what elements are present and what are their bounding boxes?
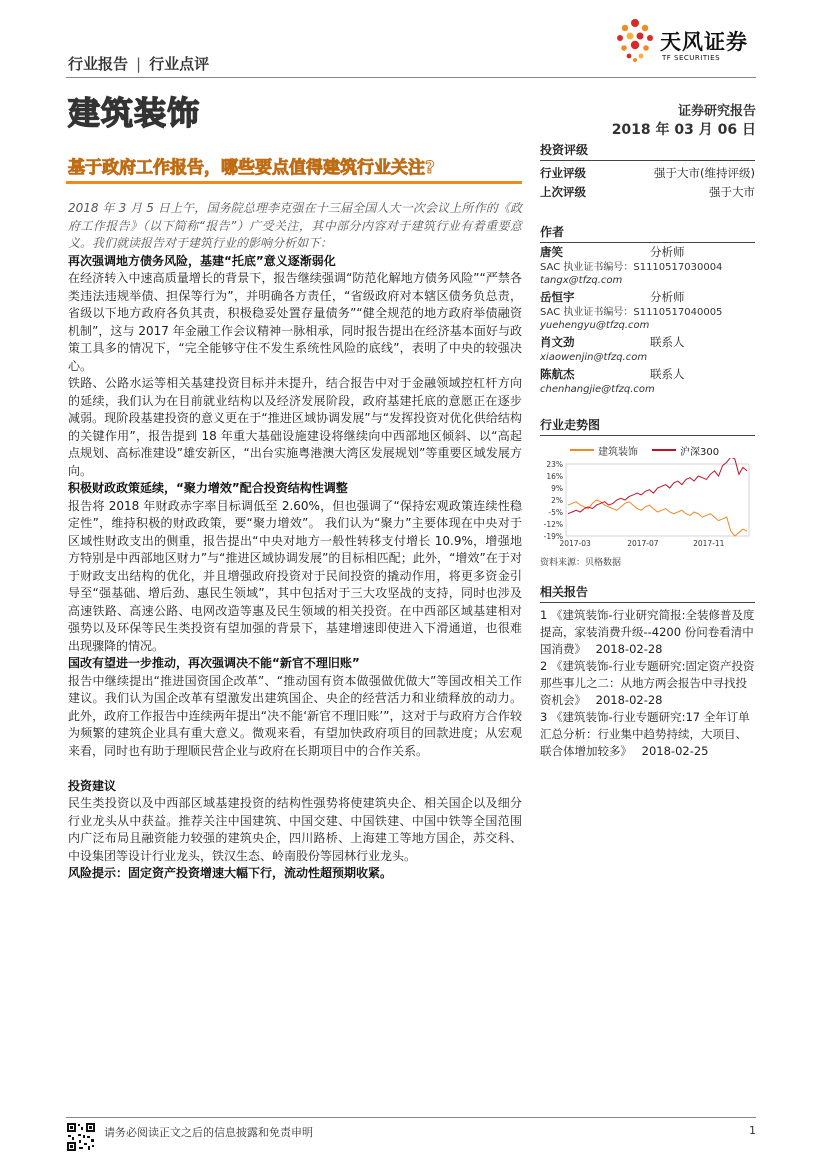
breadcrumb-subtype: 行业点评: [149, 55, 210, 73]
related-report-text: 1 《建筑装饰-行业研究简报:全装修普及度提高，家装消费升级--4200 份问卷看清中国消费》: [540, 608, 755, 656]
breadcrumb-separator: |: [136, 55, 142, 73]
footer-disclaimer: 请务必阅读正文之后的信息披露和免责申明: [104, 1126, 313, 1139]
sidebar: [540, 140, 755, 760]
legend-item-index: [652, 443, 719, 458]
author-name: 唐笑: [540, 245, 563, 259]
related-report-item[interactable]: [540, 658, 755, 709]
authors-section-title: 作者: [540, 222, 755, 243]
related-report-date: 2018-02-28: [595, 693, 663, 707]
series-line-sector: [568, 500, 747, 536]
footer-divider: [66, 1117, 756, 1118]
legend-label-index: 沪深300: [680, 446, 720, 458]
legend-label-sector: 建筑装饰: [598, 446, 638, 458]
author-name: 陈航杰: [540, 367, 575, 381]
tf-logo: [612, 18, 792, 68]
y-tick-label: 16%: [546, 472, 563, 481]
author-entry: [540, 289, 755, 333]
y-tick-label: -19%: [543, 532, 563, 541]
author-email[interactable]: chenhangjie@tfzq.com: [540, 384, 655, 395]
related-report-item[interactable]: [540, 709, 755, 760]
paragraph-fiscal-policy: 报告将 2018 年财政赤字率目标调低至 2.60%，但也强调了“保持宏观政策连续性稳定性”，维持积极的财政政策，要“聚力增效”。 我们认为“聚力”主要体现在中央对于区域性财政支出的侧重，报告提出“中央对地方一般性转移支付增长 10.9%，增强地方特别是中西部地区财力”与“推进区域协调发展”的目标相匹配；此外，“增效”在于对于财政支出结构的优化，并且增强政府投资对于民间投资的撬动作用，将更多资金引导至“强基础、增后劲、惠民生领域”，其中包括对于三大攻坚战的支持，同时也涉及高速铁路、高速公路、电网改造等惠及民生领域的相关投资。在中西部区域基建相对强势以及环保等民生类投资有望加强的背景下，基建增速即使进入下滑通道，也很难出现骤降的情况。: [68, 498, 522, 653]
previous-rating-row: [540, 183, 755, 202]
brand-name-en: TF SECURITIES: [662, 54, 721, 62]
author-role: 分析师: [650, 290, 685, 304]
header-divider: [66, 77, 756, 78]
risk-warning: 风险提示：固定资产投资增速大幅下行，流动性超预期收紧。: [68, 866, 393, 880]
legend-swatch-index: [652, 449, 676, 451]
related-report-text: 2 《建筑装饰-行业专题研究:固定资产投资那些事儿之二：从地方两会报告中寻找投资机会》: [540, 659, 755, 707]
author-entry: [540, 244, 755, 288]
breadcrumb: [68, 53, 209, 74]
sector-title: 建筑装饰: [68, 94, 201, 132]
author-certificate: SAC 执业证书编号：S1110517040005: [540, 307, 723, 318]
series-line-index: [568, 458, 747, 514]
brand-name-cn: 天风证券: [660, 30, 748, 54]
intro-paragraph: 2018 年 3 月 5 日上午，国务院总理李克强在十三届全国人大一次会议上所作的《政府工作报告》（以下简称“报告”）广受关注，其中部分内容对于建筑行业有着重要意义。我们就读报告对于建筑行业的影响分析如下：: [68, 201, 522, 250]
y-tick-label: -12%: [543, 520, 563, 529]
related-reports-title: 相关报告: [540, 582, 755, 603]
author-role: 联系人: [650, 335, 685, 349]
y-tick-label: -5%: [548, 508, 563, 517]
y-tick-label: 23%: [546, 460, 563, 469]
chart-source: 资料来源：贝格数据: [540, 558, 622, 568]
legend-swatch-sector: [570, 449, 594, 451]
page-number: 1: [749, 1124, 756, 1137]
headline: 基于政府工作报告，哪些要点值得建筑行业关注?: [68, 158, 435, 178]
author-name: 岳恒宇: [540, 290, 575, 304]
x-tick-label: 2017-11: [693, 539, 725, 548]
paragraph-infrastructure: 铁路、公路水运等相关基建投资目标并未提升，结合报告中对于金融领域控杠杆方向的延续，我们认为在目前就业结构以及经济发展阶段，政府基建托底的意愿正在逐步减弱。现阶段基建投资的意义更在于“推进区域协调发展”与“发挥投资对优化供给结构的关键作用”，报告提到 18 年重大基础设施建设将继续向中西部地区倾斜、以“高起点规划、高标准建设”雄安新区，“出台实施粤港澳大湾区发展规划”等重要区域发展方向。: [68, 376, 522, 478]
qr-code-icon[interactable]: [66, 1122, 96, 1152]
related-report-date: 2018-02-25: [641, 744, 709, 758]
x-tick-label: 2017-03: [559, 539, 591, 548]
chart-plot-frame: [566, 464, 749, 536]
industry-rating-label: 行业评级: [540, 166, 586, 180]
author-certificate: SAC 执业证书编号：S1110517030004: [540, 262, 723, 273]
y-tick-label: 2%: [551, 496, 563, 505]
author-email[interactable]: xiaowenjin@tfzq.com: [540, 352, 648, 363]
legend-item-sector: [570, 443, 638, 458]
subheading-soe-reform: 国改有望进一步推动，再次强调决不能“新官不理旧账”: [68, 656, 360, 670]
author-email[interactable]: yuehengyu@tfzq.com: [540, 320, 650, 331]
report-type: 证券研究报告: [677, 104, 756, 119]
x-tick-label: 2017-07: [627, 539, 659, 548]
chart-legend: [540, 442, 755, 458]
previous-rating-label: 上次评级: [540, 185, 586, 199]
related-reports-list: [540, 607, 755, 760]
related-reports-section: [540, 582, 755, 760]
author-entry: [540, 334, 755, 365]
headline-underline: [66, 181, 522, 184]
related-report-text: 3 《建筑装饰-行业专题研究:17 全年订单汇总分析：行业集中趋势持续，大项目、联合体增加较多》: [540, 710, 750, 758]
tf-logo-mark-icon: [612, 18, 658, 64]
industry-rating-value: 强于大市(维持评级): [654, 166, 755, 180]
related-report-date: 2018-02-28: [595, 642, 663, 656]
author-name: 肖文劲: [540, 335, 575, 349]
industry-rating-row: [540, 164, 755, 183]
paragraph-investment-advice: 民生类投资以及中西部区域基建投资的结构性强势将使建筑央企、相关国企以及细分行业龙头从中获益。推荐关注中国建筑、中国交建、中国铁建、中国中铁等全国范围内广泛布局且融资能力较强的建筑央企，四川路桥、上海建工等地方国企，苏交科、中设集团等设计行业龙头，铁汉生态、岭南股份等园林行业龙头。: [68, 796, 522, 863]
rating-section-title: 投资评级: [540, 140, 755, 161]
spacer: [68, 760, 522, 778]
previous-rating-value: 强于大市: [709, 185, 755, 199]
trend-chart-section: [540, 415, 755, 568]
trend-line-chart: [540, 458, 755, 550]
y-tick-label: 9%: [551, 484, 563, 493]
subheading-debt-risk: 再次强调地方债务风险，基建“托底”意义逐渐弱化: [68, 253, 336, 268]
subheading-fiscal-policy: 积极财政政策延续，“聚力增效”配合投资结构性调整: [68, 481, 348, 495]
paragraph-debt-risk: 在经济转入中速高质量增长的背景下，报告继续强调“防范化解地方债务风险”“严禁各类违法违规举债、担保等行为”，并明确各方责任，“省级政府对本辖区债务负总责，省级以下地方政府各负其责，积极稳妥处置存量债务”“健全规范的地方政府举债融资机制”，这与 2017 年金融工作会议精神一脉相承，同时报告提出在经济基本面好与政策工具多的情况下，“完全能够守住不发生系统性风险的底线”，表明了中央的较强决心。: [68, 271, 522, 373]
paragraph-soe-reform: 报告中继续提出“推进国资国企改革”、“推动国有资本做强做优做大”等国改相关工作建议。我们认为国企改革有望激发出建筑国企、央企的经营活力和业绩释放的动力。此外，政府工作报告中连续两年提出“决不能‘新官不理旧账’”，这对于与政府方合作较为频繁的建筑企业具有重大意义。微观来看，有望加快政府项目的回款进度；从宏观来看，同时也有助于理顺民营企业与政府在长期项目中的合作关系。: [68, 673, 522, 758]
author-role: 联系人: [650, 367, 685, 381]
report-date: 2018 年 03 月 06 日: [611, 122, 756, 138]
body-column: [68, 200, 522, 883]
author-email[interactable]: tangx@tfzq.com: [540, 275, 623, 286]
trend-chart-title: 行业走势图: [540, 415, 755, 436]
related-report-item[interactable]: [540, 607, 755, 658]
breadcrumb-report-type: 行业报告: [68, 55, 129, 73]
author-role: 分析师: [650, 245, 685, 259]
author-entry: [540, 366, 755, 397]
subheading-investment-advice: 投资建议: [68, 778, 117, 793]
